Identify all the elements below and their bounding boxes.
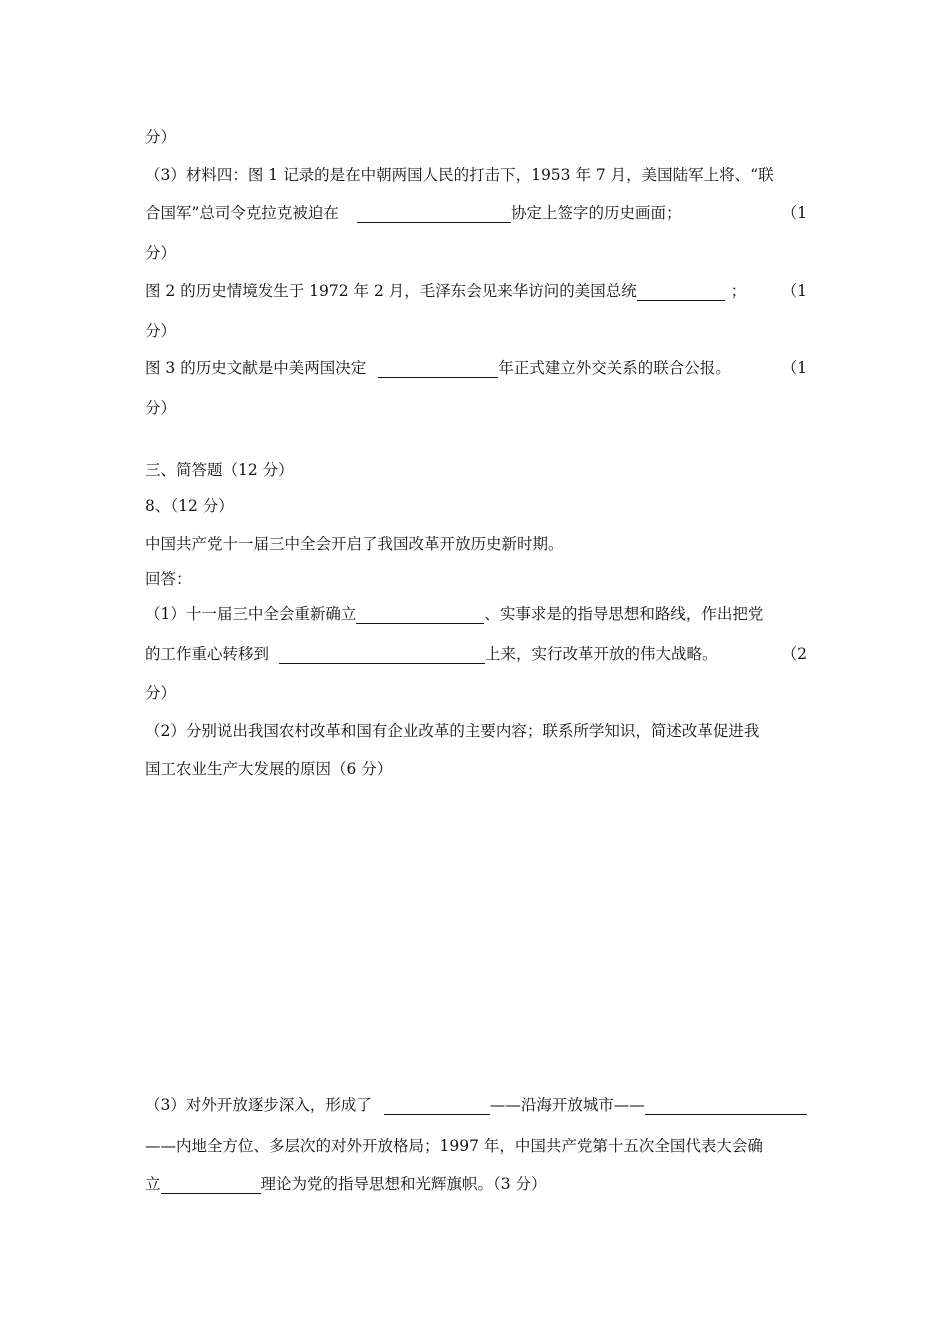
answer-blank-armistice[interactable] <box>357 204 511 223</box>
text-line: 分） <box>145 244 177 262</box>
section-heading: 三、简答题（12 分） <box>145 461 294 479</box>
part-2-line-1: （2）分别说出我国农村改革和国有企业改革的主要内容；联系所学知识，简述改革促进我 <box>145 722 760 740</box>
text-line: 分） <box>145 684 177 702</box>
text-segment: （3）对外开放逐步深入，形成了 <box>145 1096 372 1114</box>
material-4-line-1: （3）材料四：图 1 记录的是在中朝两国人民的打击下，1953 年 7 月，美国陆军上将、“联 <box>145 166 774 184</box>
text-segment: （1）十一届三中全会重新确立 <box>145 605 357 623</box>
part-1-line-2 <box>145 644 807 664</box>
score-label: （1 <box>781 359 807 377</box>
part-2-line-2: 国工农业生产大发展的原因（6 分） <box>145 760 393 778</box>
figure-3-line <box>145 358 807 378</box>
text-line: 分） <box>145 322 177 340</box>
part-3-line-1 <box>145 1095 807 1115</box>
text-segment: 图 3 的历史文献是中美两国决定 <box>145 359 367 377</box>
text-segment: ； <box>730 282 747 300</box>
answer-space[interactable] <box>145 795 807 1085</box>
text-segment: 立 <box>145 1175 161 1193</box>
text-line: 分） <box>145 128 177 146</box>
answer-blank-coastal-areas[interactable] <box>645 1096 807 1115</box>
question-8-number: 8、（12 分） <box>145 497 234 515</box>
score-label: （2 <box>781 645 807 663</box>
text-segment: 合国军”总司令克拉克被迫在 <box>145 204 339 222</box>
text-line: 分） <box>145 399 177 417</box>
part-1-line-1 <box>145 604 807 624</box>
answer-blank-president[interactable] <box>637 282 725 301</box>
figure-2-line <box>145 281 807 301</box>
answer-label: 回答： <box>145 570 192 588</box>
answer-blank-special-zones[interactable] <box>384 1096 490 1115</box>
answer-blank-theory[interactable] <box>161 1175 261 1194</box>
answer-blank-ideology[interactable] <box>356 605 484 624</box>
text-segment: 理论为党的指导思想和光辉旗帜。（3 分） <box>260 1175 547 1193</box>
answer-blank-year[interactable] <box>378 359 498 378</box>
text-segment: 上来，实行改革开放的伟大战略。 <box>485 645 718 663</box>
text-segment: 的工作重心转移到 <box>145 645 270 663</box>
text-segment: 协定上签字的历史画面； <box>510 204 682 222</box>
text-segment: ——沿海开放城市—— <box>489 1096 645 1114</box>
score-label: （1 <box>781 204 807 222</box>
score-label: （1 <box>781 282 807 300</box>
material-4-line-2 <box>145 203 807 223</box>
text-segment: 图 2 的历史情境发生于 1972 年 2 月，毛泽东会见来华访问的美国总统 <box>145 282 637 300</box>
part-3-line-2: ——内地全方位、多层次的对外开放格局；1997 年，中国共产党第十五次全国代表大会确 <box>145 1137 763 1155</box>
text-segment: 、实事求是的指导思想和路线，作出把党 <box>484 605 764 623</box>
question-8-intro: 中国共产党十一届三中全会开启了我国改革开放历史新时期。 <box>145 535 564 553</box>
part-3-line-3 <box>145 1174 807 1194</box>
answer-blank-focus[interactable] <box>279 645 485 664</box>
text-segment: 年正式建立外交关系的联合公报。 <box>498 359 731 377</box>
